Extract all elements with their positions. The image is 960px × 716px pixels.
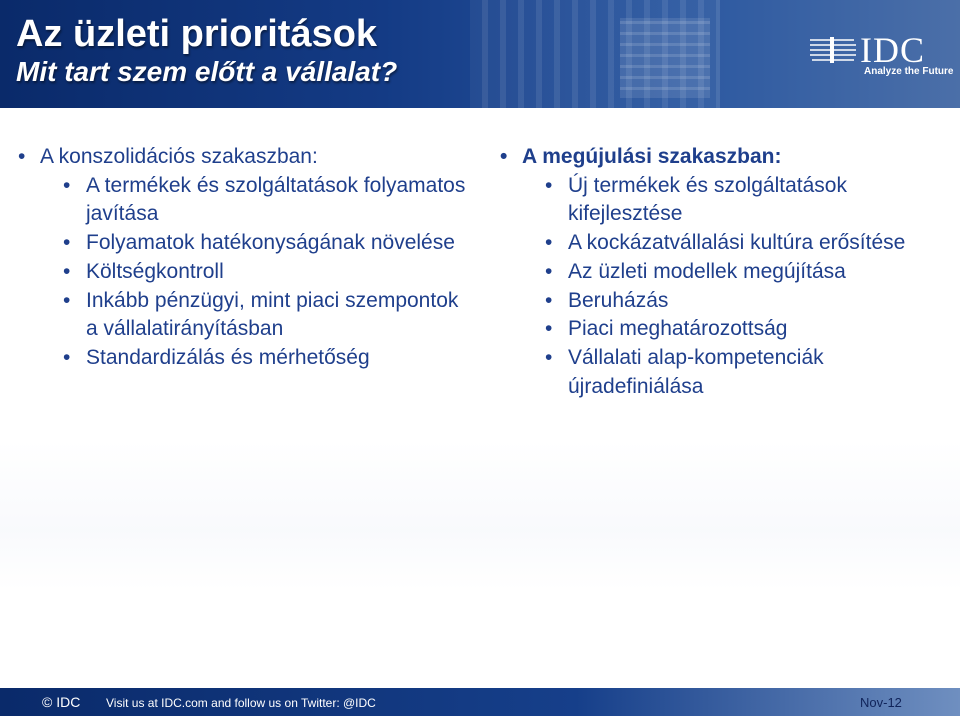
renewal-list: [498, 172, 938, 402]
list-item: • Standardizálás és mérhetőség: [16, 344, 466, 373]
list-item: • A kockázatvállalási kultúra erősítése: [498, 229, 938, 258]
globe-icon: [808, 34, 858, 64]
slide-subtitle: Mit tart szem előtt a vállalat?: [16, 56, 398, 87]
footer-date: Nov-12: [860, 695, 902, 710]
list-item: • Folyamatok hatékonyságának növelése: [16, 229, 466, 258]
renewal-heading: • A megújulási szakaszban:: [498, 143, 938, 172]
header-background-photo-detail: [620, 18, 710, 98]
logo-tagline: Analyze the Future: [864, 66, 954, 77]
slide-title: Az üzleti prioritások: [16, 13, 378, 55]
footer-copyright: © IDC: [42, 694, 81, 710]
consolidation-heading: • A konszolidációs szakaszban:: [16, 143, 466, 172]
list-item: • Piaci meghatározottság: [498, 315, 938, 344]
slide-footer: [0, 688, 960, 716]
list-item: • Inkább pénzügyi, mint piaci szempontok a vállalatirányításban: [16, 287, 466, 344]
list-item: • Az üzleti modellek megújítása: [498, 258, 938, 287]
list-item: • Költségkontroll: [16, 258, 466, 287]
list-item: • A termékek és szolgáltatások folyamatos javítása: [16, 172, 466, 229]
background-watermark: [0, 440, 960, 590]
footer-visit-link[interactable]: Visit us at IDC.com and follow us on Twitter: @IDC: [106, 696, 376, 710]
renewal-column: [498, 143, 938, 401]
list-item: • Új termékek és szolgáltatások kifejlesztése: [498, 172, 938, 229]
consolidation-column: [16, 143, 466, 373]
logo-wordmark: IDC: [860, 30, 925, 70]
list-item: • Vállalati alap-kompetenciák újradefiniálása: [498, 344, 938, 401]
consolidation-list: [16, 172, 466, 373]
list-item: • Beruházás: [498, 287, 938, 316]
slide-header: [0, 0, 960, 108]
idc-logo: [800, 30, 954, 90]
